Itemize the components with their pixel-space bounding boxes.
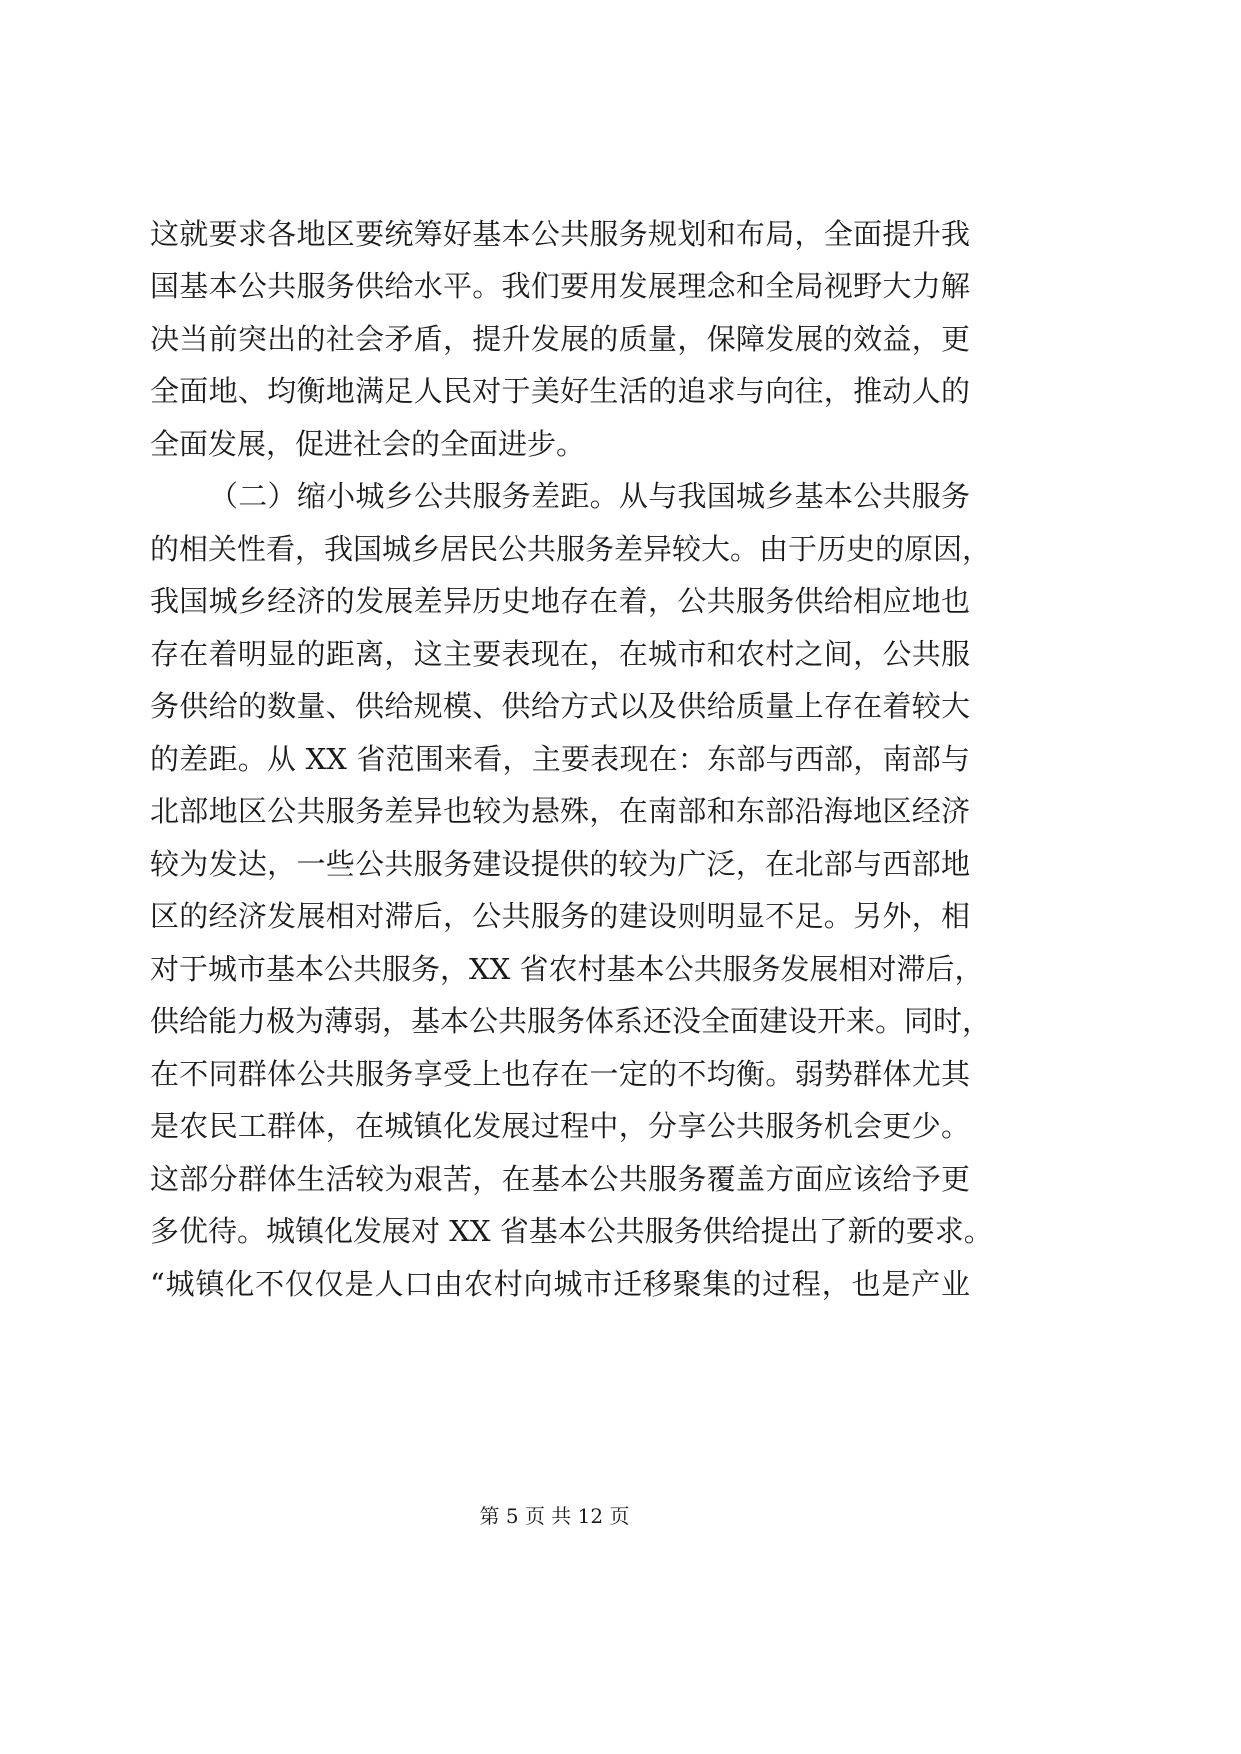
- text-line: 我国城乡经济的发展差异历史地存在着，公共服务供给相应地也: [150, 584, 970, 618]
- page-number-footer: 第 5 页 共 12 页: [479, 1504, 630, 1528]
- text-line: 北部地区公共服务差异也较为悬殊，在南部和东部沿海地区经济: [150, 794, 970, 828]
- paragraph-heading-line: （二）缩小城乡公共服务差距。从与我国城乡基本公共服务: [209, 479, 970, 513]
- text-line: 区的经济发展相对滞后，公共服务的建设则明显不足。另外，相: [150, 899, 970, 933]
- text-line: 务供给的数量、供给规模、供给方式以及供给质量上存在着较大: [150, 689, 970, 723]
- text-line: 对于城市基本公共服务，XX 省农村基本公共服务发展相对滞后，: [150, 952, 984, 986]
- text-line: 较为发达，一些公共服务建设提供的较为广泛，在北部与西部地: [150, 847, 970, 881]
- text-line: 多优待。城镇化发展对 XX 省基本公共服务供给提出了新的要求。: [150, 1214, 993, 1248]
- text-line: 存在着明显的距离，这主要表现在，在城市和农村之间，公共服: [150, 637, 970, 671]
- text-line: 是农民工群体，在城镇化发展过程中，分享公共服务机会更少。: [150, 1109, 970, 1143]
- text-line: 在不同群体公共服务享受上也存在一定的不均衡。弱势群体尤其: [150, 1057, 970, 1091]
- text-line: 国基本公共服务供给水平。我们要用发展理念和全局视野大力解: [150, 269, 970, 303]
- text-line: 这就要求各地区要统筹好基本公共服务规划和布局，全面提升我: [150, 217, 970, 251]
- text-line: 的相关性看，我国城乡居民公共服务差异较大。由于历史的原因，: [150, 532, 992, 566]
- text-line: “城镇化不仅仅是人口由农村向城市迁移聚集的过程，也是产业: [150, 1267, 970, 1301]
- text-line: 全面发展，促进社会的全面进步。: [150, 427, 586, 461]
- text-line: 全面地、均衡地满足人民对于美好生活的追求与向往，推动人的: [150, 374, 970, 408]
- text-line: 决当前突出的社会矛盾，提升发展的质量，保障发展的效益，更: [150, 322, 970, 356]
- text-line: 这部分群体生活较为艰苦，在基本公共服务覆盖方面应该给予更: [150, 1162, 970, 1196]
- text-line: 的差距。从 XX 省范围来看，主要表现在：东部与西部，南部与: [150, 742, 970, 776]
- text-line: 供给能力极为薄弱，基本公共服务体系还没全面建设开来。同时，: [150, 1004, 992, 1038]
